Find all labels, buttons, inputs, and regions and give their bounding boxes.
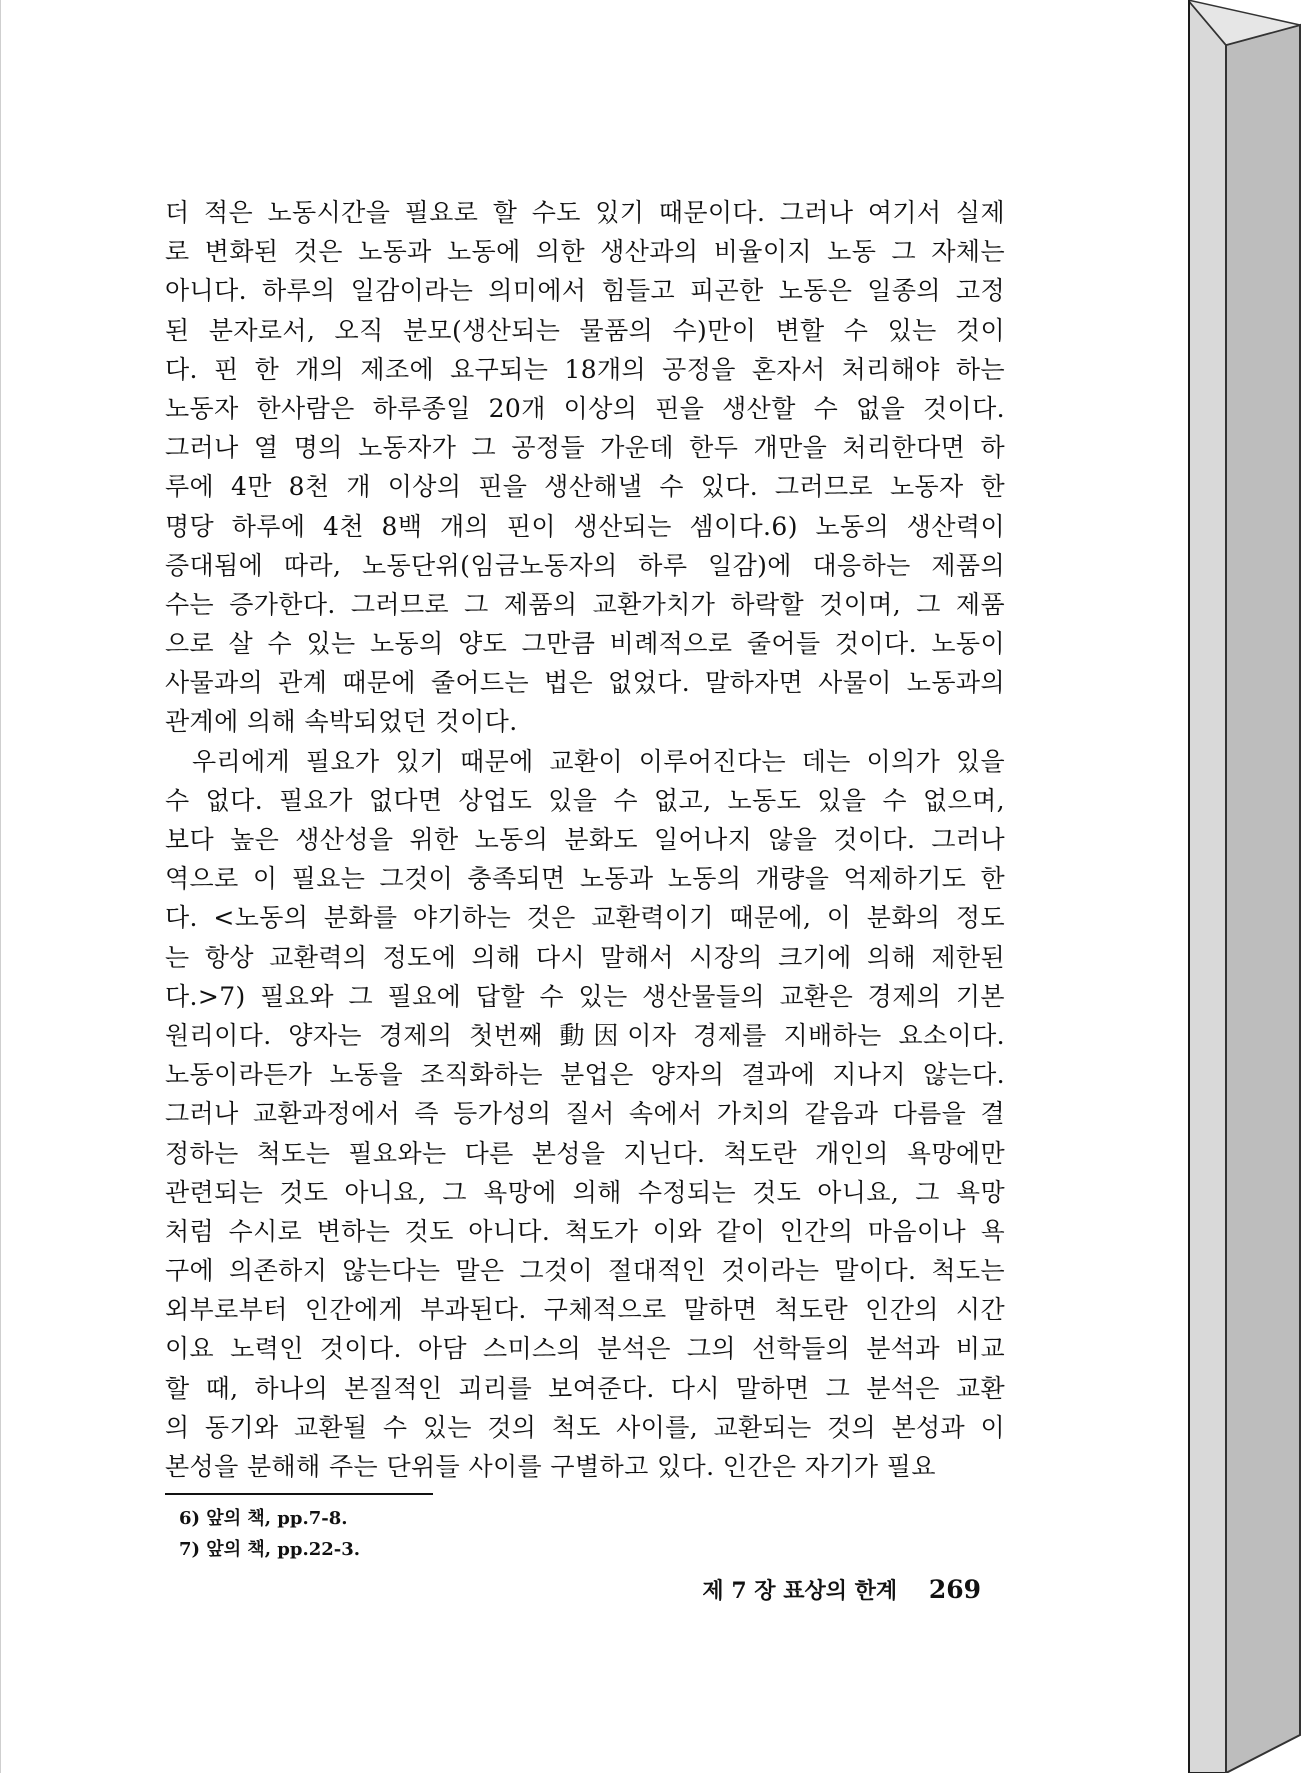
- text-line: 노동이라든가 노동을 조직화하는 분업은 양자의 결과에 지나지 않는다.: [165, 1060, 1005, 1090]
- text-line: 더 적은 노동시간을 필요로 할 수도 있기 때문이다. 그러나 여기서 실제: [165, 198, 1005, 227]
- text-line: 정하는 척도는 필요와는 다른 본성을 지닌다. 척도란 개인의 욕망에만: [165, 1138, 1005, 1168]
- text-line: 명당 하루에 4천 8백 개의 핀이 생산되는 셈이다.6) 노동의 생산력이: [165, 511, 1005, 541]
- text-line: 수는 증가한다. 그러므로 그 제품의 교환가치가 하락할 것이며, 그 제품: [165, 589, 1005, 619]
- page-number: 269: [928, 1575, 981, 1604]
- text-line: 본성을 분해해 주는 단위들 사이를 구별하고 있다. 인간은 자기가 필요: [165, 1452, 936, 1481]
- text-line: 노동자 한사람은 하루종일 20개 이상의 핀을 생산할 수 없을 것이다.: [165, 393, 1005, 423]
- text-line: 구에 의존하지 않는다는 말은 그것이 절대적인 것이라는 말이다. 척도는: [165, 1256, 1005, 1286]
- text-line: 다. <노동의 분화를 야기하는 것은 교환력이기 때문에, 이 분화의 정도: [165, 903, 1005, 933]
- footnote-6: 6) 앞의 책, pp.7-8.: [179, 1508, 348, 1529]
- text-line: 사물과의 관계 때문에 줄어드는 법은 없었다. 말하자면 사물이 노동과의: [165, 668, 1005, 698]
- text-line: 관련되는 것도 아니요, 그 욕망에 의해 수정되는 것도 아니요, 그 욕망: [165, 1177, 1005, 1207]
- text-line: 로 변화된 것은 노동과 노동에 의한 생산과의 비율이지 노동 그 자체는: [165, 237, 1005, 267]
- text-line: 는 항상 교환력의 정도에 의해 다시 말해서 시장의 크기에 의해 제한된: [165, 942, 1005, 972]
- body-text: [165, 193, 1005, 1486]
- page-footer: [702, 1574, 981, 1605]
- footnote-7: 7) 앞의 책, pp.22-3.: [179, 1539, 361, 1560]
- text-line: 원리이다. 양자는 경제의 첫번째 動因이자 경제를 지배하는 요소이다.: [165, 1020, 1005, 1050]
- text-line: 보다 높은 생산성을 위한 노동의 분화도 일어나지 않을 것이다. 그러나: [165, 825, 1005, 854]
- text-line: 으로 살 수 있는 노동의 양도 그만큼 비례적으로 줄어들 것이다. 노동이: [165, 629, 1005, 659]
- footnote-divider: [165, 1493, 433, 1495]
- text-line: 수 없다. 필요가 없다면 상업도 있을 수 없고, 노동도 있을 수 없으며,: [165, 785, 1005, 815]
- text-line: 할 때, 하나의 본질적인 괴리를 보여준다. 다시 말하면 그 분석은 교환: [165, 1373, 1005, 1403]
- text-line: 의 동기와 교환될 수 있는 것의 척도 사이를, 교환되는 것의 본성과 이: [165, 1412, 1005, 1442]
- book-thickness-edge: [1188, 0, 1303, 1773]
- text-line: 관계에 의해 속박되었던 것이다.: [165, 707, 518, 737]
- footnotes: [179, 1503, 360, 1565]
- text-line: 다. 핀 한 개의 제조에 요구되는 18개의 공정을 혼자서 처리해야 하는: [165, 354, 1005, 384]
- text-line: 루에 4만 8천 개 이상의 핀을 생산해낼 수 있다. 그러므로 노동자 한: [165, 472, 1005, 502]
- text-line: 된 분자로서, 오직 분모(생산되는 물품의 수)만이 변할 수 있는 것이: [165, 315, 1005, 345]
- text-line: 그러나 교환과정에서 즉 등가성의 질서 속에서 가치의 같음과 다름을 결: [165, 1099, 1005, 1129]
- text-line: 외부로부터 인간에게 부과된다. 구체적으로 말하면 척도란 인간의 시간: [165, 1295, 1005, 1325]
- text-line: 역으로 이 필요는 그것이 충족되면 노동과 노동의 개량을 억제하기도 한: [165, 864, 1005, 894]
- text-line: 아니다. 하루의 일감이라는 의미에서 힘들고 피곤한 노동은 일종의 고정: [165, 276, 1005, 306]
- text-line: 증대됨에 따라, 노동단위(임금노동자의 하루 일감)에 대응하는 제품의: [165, 550, 1005, 580]
- text-line: 우리에게 필요가 있기 때문에 교환이 이루어진다는 데는 이의가 있을: [192, 746, 1005, 776]
- text-line: 그러나 열 명의 노동자가 그 공정들 가운데 한두 개만을 처리한다면 하: [165, 433, 1005, 463]
- text-line: 처럼 수시로 변하는 것도 아니다. 척도가 이와 같이 인간의 마음이나 욕: [165, 1216, 1005, 1246]
- text-line: 이요 노력인 것이다. 아담 스미스의 분석은 그의 선학들의 분석과 비교: [165, 1334, 1005, 1364]
- text-line: 다.>7) 필요와 그 필요에 답할 수 있는 생산물들의 교환은 경제의 기본: [165, 981, 1005, 1011]
- chapter-title: 제 7 장 표상의 한계: [702, 1578, 898, 1604]
